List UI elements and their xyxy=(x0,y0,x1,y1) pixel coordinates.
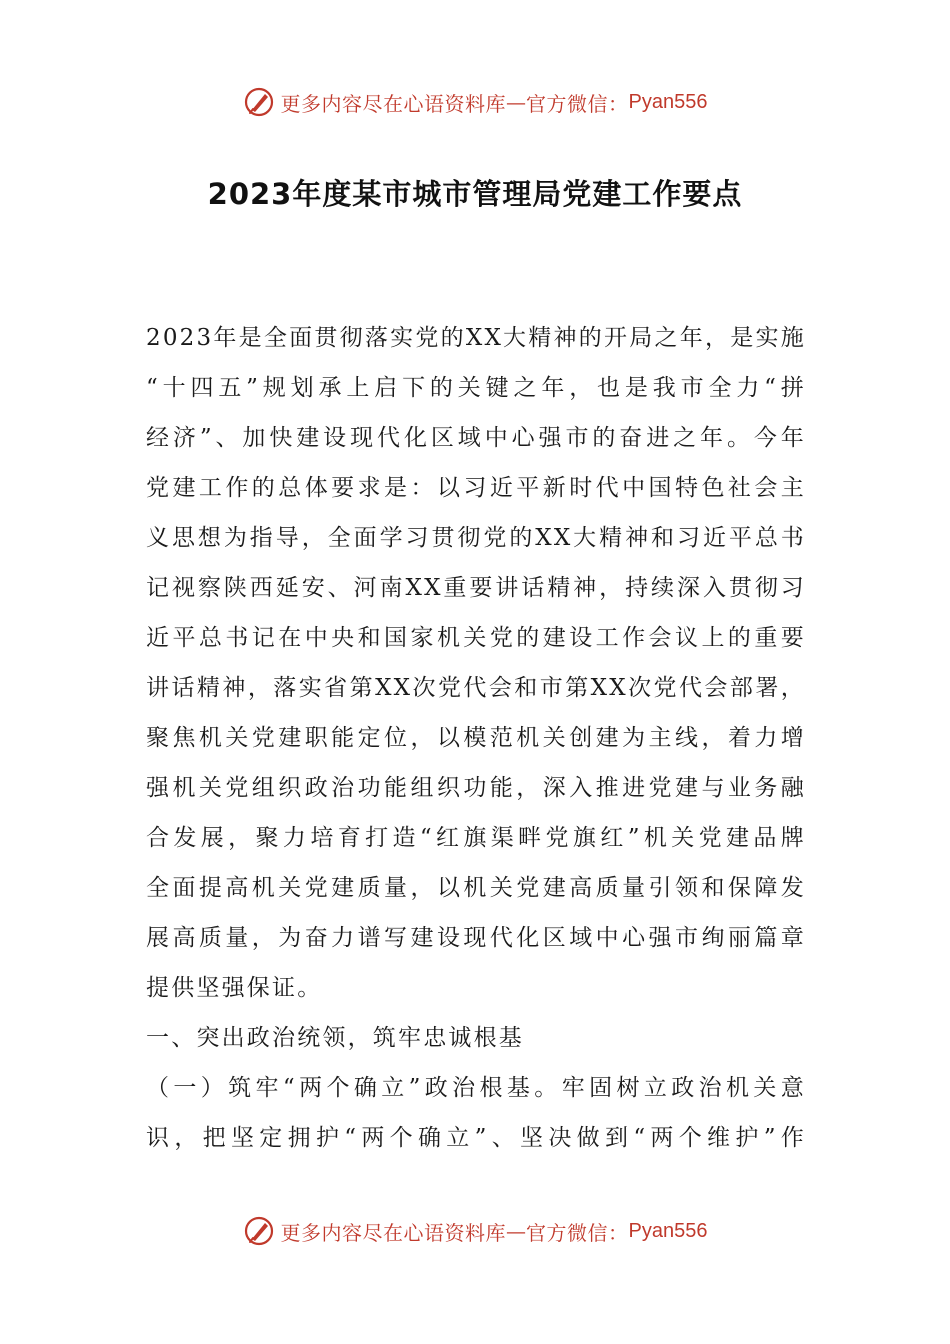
body-line: 合发展，聚力培育打造“红旗渠畔党旗红”机关党建品牌 xyxy=(146,825,806,851)
body-line: 讲话精神，落实省第XX次党代会和市第XX次党代会部署， xyxy=(146,675,806,701)
header-banner xyxy=(0,82,950,122)
body-line: 展高质量，为奋力谱写建设现代化区域中心强市绚丽篇章 xyxy=(146,925,806,951)
body-line: 聚焦机关党建职能定位，以模范机关创建为主线，着力增 xyxy=(146,725,806,751)
body-line: （一）筑牢“两个确立”政治根基。牢固树立政治机关意 xyxy=(146,1075,806,1101)
body-line: 义思想为指导，全面学习贯彻党的XX大精神和习近平总书 xyxy=(146,525,806,551)
banner-separator: — xyxy=(506,1219,527,1243)
document-title: 2023年度某市城市管理局党建工作要点 xyxy=(207,177,743,211)
body-line: 全面提高机关党建质量，以机关党建高质量引领和保障发 xyxy=(146,875,806,901)
quill-pen-icon xyxy=(243,86,275,118)
section-heading: 一、突出政治统领，筑牢忠诚根基 xyxy=(146,1025,524,1051)
body-line: 党建工作的总体要求是：以习近平新时代中国特色社会主 xyxy=(146,475,806,501)
document-body xyxy=(146,313,806,1163)
body-line: 识，把坚定拥护“两个确立”、坚决做到“两个维护”作 xyxy=(146,1125,806,1151)
banner-wechat-id: Pyan556 xyxy=(628,90,708,113)
body-line: 记视察陕西延安、河南XX重要讲话精神，持续深入贯彻习 xyxy=(146,575,806,601)
body-line: 强机关党组织政治功能组织功能，深入推进党建与业务融 xyxy=(146,775,806,801)
banner-wechat-label: 官方微信： xyxy=(526,91,629,116)
body-line: 经济”、加快建设现代化区域中心强市的奋进之年。今年 xyxy=(146,425,806,451)
body-line: “十四五”规划承上启下的关键之年，也是我市全力“拼 xyxy=(146,375,806,401)
body-line: 近平总书记在中央和国家机关党的建设工作会议上的重要 xyxy=(146,625,806,651)
body-line: 2023年是全面贯彻落实党的XX大精神的开局之年，是实施 xyxy=(146,325,806,351)
footer-banner xyxy=(0,1211,950,1251)
banner-text: 更多内容尽在心语资料库 xyxy=(280,91,507,116)
quill-pen-icon xyxy=(243,1215,275,1247)
banner-wechat-id: Pyan556 xyxy=(628,1219,708,1242)
banner-separator: — xyxy=(506,90,527,114)
body-line: 提供坚强保证。 xyxy=(146,975,323,1001)
banner-text: 更多内容尽在心语资料库 xyxy=(280,1220,507,1245)
banner-wechat-label: 官方微信： xyxy=(526,1220,629,1245)
